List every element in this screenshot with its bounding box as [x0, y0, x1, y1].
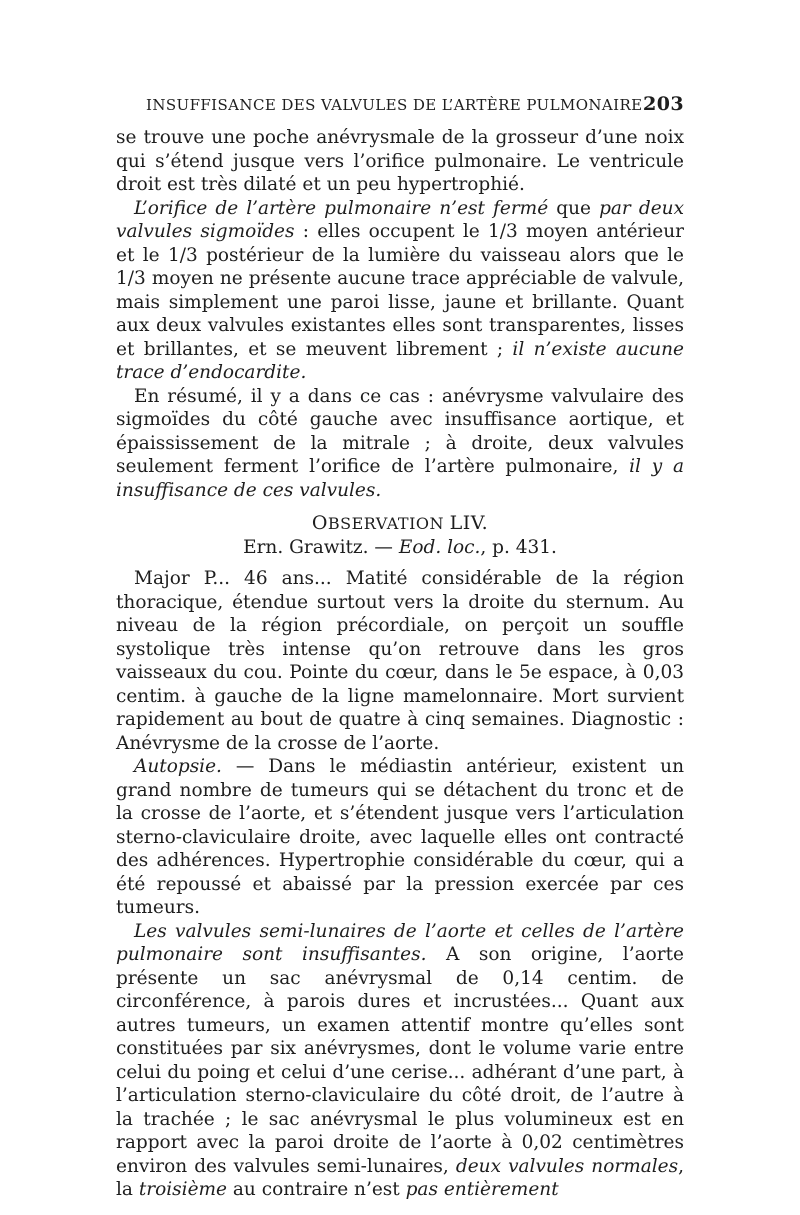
header-title: INSUFFISANCE DES VALVULES DE L’ARTÈRE PULMONAIRE.	[146, 96, 648, 114]
page-number: 203	[643, 93, 684, 115]
observation-title: OBSERVATION LIV.	[311, 512, 489, 534]
paragraph: Les valvules semi-lunaires de l’aorte et celles de l’artère pulmonaire sont insuffisantes. A son origine, l’aorte présente un sac anévrysmal de 0,14 centim. de circonférence, à parois dures et incrustées... Quant aux autres tumeurs, un examen attentif montre qu’elles sont constituées par six anévrysmes, dont le volume varie entre celui du poing et celui d’une cerise... adhérant d’une part, à l’articulation sterno-claviculaire du côté droit, de l’autre à la trachée ; le sac anévrysmal le plus volumineux est en rapport avec la paroi droite de l’aorte à 0,02 centimètres environ des valvules semi-lunaires, deux valvules normales, la troisième au contraire n’est pas entièrement	[116, 920, 684, 1200]
observation-reference: Ern. Grawitz. — Eod. loc., p. 431.	[243, 536, 557, 558]
body-text	[116, 126, 684, 1202]
paragraph: Autopsie. — Dans le médiastin antérieur, existent un grand nombre de tumeurs qui se détachent du tronc et de la crosse de l’aorte, et s’étendent jusque vers l’articulation sterno-claviculaire droite, avec laquelle elles ont contracté des adhérences. Hypertrophie considérable du cœur, qui a été repoussé et abaissé par la pression exercée par ces tumeurs.	[116, 756, 684, 918]
paragraph: L’orifice de l’artère pulmonaire n’est fermé que par deux valvules sigmoïdes : elles occupent le 1/3 moyen antérieur et le 1/3 postérieur de la lumière du vaisseau alors que le 1/3 moyen ne présente aucune trace appréciable de valvule, mais simplement une paroi lisse, jaune et brillante. Quant aux deux valvules existantes elles sont transparentes, lisses et brillantes, et se meuvent librement ; il n’existe aucune trace d’endocardite.	[116, 197, 685, 383]
paragraph: se trouve une poche anévrysmale de la grosseur d’une noix qui s’étend jusque vers l’orifice pulmonaire. Le ventricule droit est très dilaté et un peu hypertrophié.	[116, 127, 684, 195]
paragraph: En résumé, il y a dans ce cas : anévrysme valvulaire des sigmoïdes du côté gauche avec insuffisance aortique, et épaississement de la mitrale ; à droite, deux valvules seulement ferment l’orifice de l’artère pulmonaire, il y a insuffisance de ces valvules.	[116, 385, 684, 501]
running-header	[146, 93, 684, 115]
paragraph: Major P... 46 ans... Matité considérable de la région thoracique, étendue surtout vers la droite du sternum. Au niveau de la région précordiale, on perçoit un souffle systolique très intense qu’on retrouve dans les gros vaisseaux du cou. Pointe du cœur, dans le 5e espace, à 0,03 centim. à gauche de la ligne mamelonnaire. Mort survient rapidement au bout de quatre à cinq semaines. Diagnostic : Anévrysme de la crosse de l’aorte.	[116, 568, 684, 754]
